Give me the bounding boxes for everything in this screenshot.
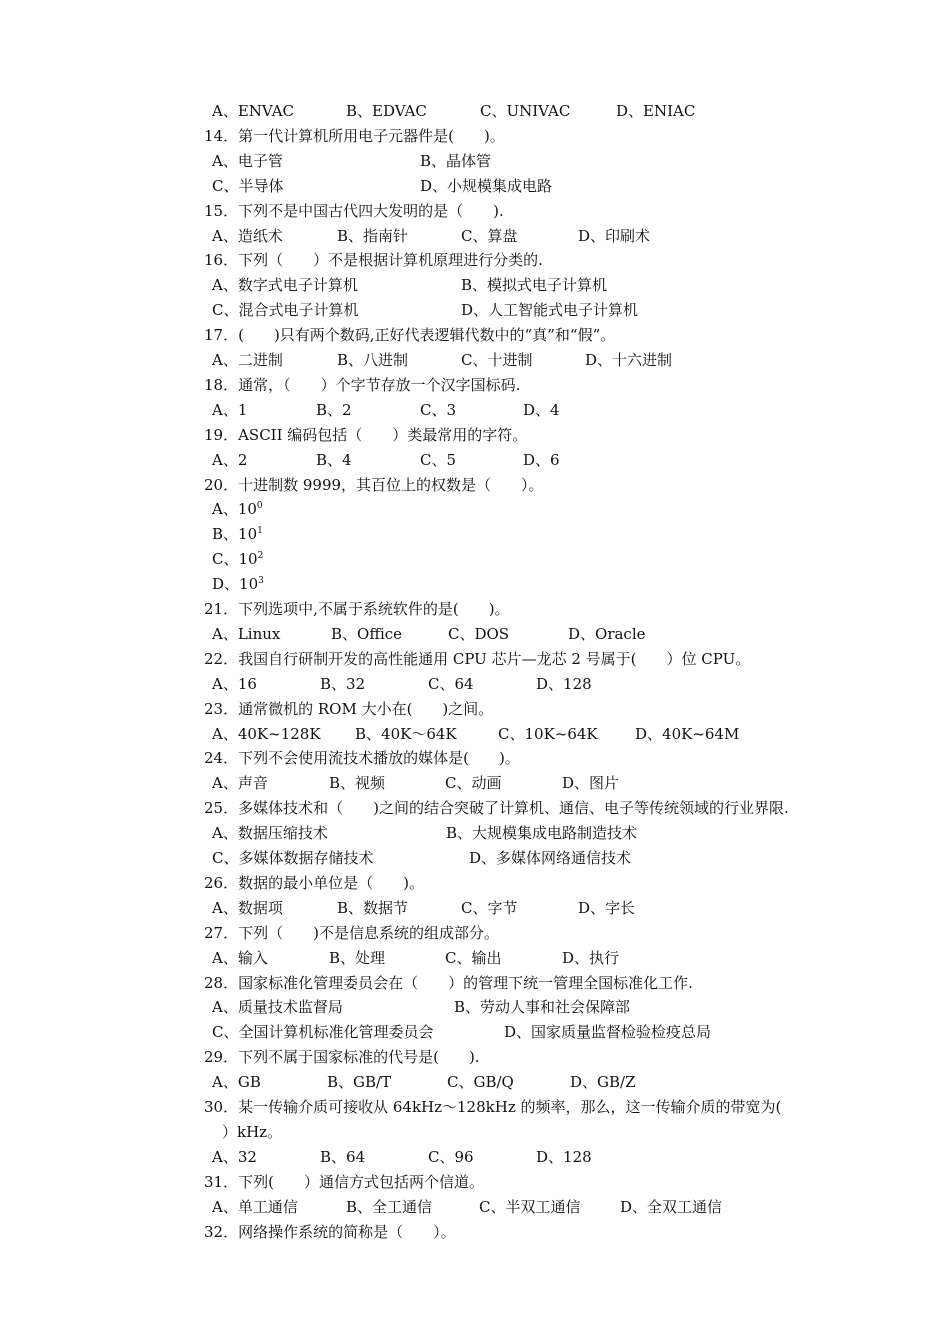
question-text: 23．通常微机的 ROM 大小在( )之间。: [204, 699, 494, 718]
question-line: [0, 323, 950, 348]
answer-option: B、晶体管: [420, 151, 492, 170]
option-exponent: 2: [257, 551, 264, 562]
answer-option: C、字节: [461, 898, 518, 917]
question-line: [0, 1170, 950, 1195]
question-line: [0, 373, 950, 398]
answer-option: C、96: [428, 1147, 474, 1166]
question-text: 27．下列（ )不是信息系统的组成部分。: [204, 923, 499, 942]
question-line: [0, 423, 950, 448]
answer-option: A、2: [212, 450, 248, 469]
question-text: 16．下列（ ）不是根据计算机原理进行分类的.: [204, 251, 543, 270]
answer-option: A、电子管: [212, 151, 283, 170]
answer-option: A、1: [212, 400, 248, 419]
answer-option: B、数据节: [337, 898, 409, 917]
answer-option: B、4: [316, 450, 352, 469]
options-line: [0, 1020, 950, 1045]
answer-option: B、模拟式电子计算机: [461, 276, 608, 295]
answer-option: A、ENVAC: [212, 102, 295, 120]
answer-option: B、大规模集成电路制造技术: [446, 824, 638, 843]
answer-option: B、全工通信: [346, 1197, 433, 1216]
answer-option: D、128: [536, 674, 592, 693]
answer-option: A、单工通信: [212, 1197, 298, 1216]
options-line: [0, 946, 950, 971]
options-line: [0, 722, 950, 747]
answer-option: D、全双工通信: [620, 1197, 723, 1216]
options-line: [0, 174, 950, 199]
answer-option: B、Office: [331, 624, 403, 643]
answer-option: B、八进制: [337, 351, 409, 369]
answer-option: B、视频: [329, 774, 386, 793]
option-exponent: 1: [257, 526, 263, 537]
answer-option: A、32: [212, 1147, 257, 1166]
options-line: [0, 273, 950, 298]
answer-option: C、UNIVAC: [480, 102, 571, 120]
options-line: [0, 1070, 950, 1095]
answer-option: C、十进制: [461, 351, 533, 369]
answer-option: D、Oracle: [568, 624, 646, 643]
question-text: 20．十进制数 9999，其百位上的权数是（ ）。: [204, 475, 544, 494]
options-line: [0, 821, 950, 846]
question-text: 31．下列( ）通信方式包括两个信道。: [204, 1172, 484, 1191]
answer-option: D、印刷术: [578, 226, 651, 245]
answer-option: D、40K~64M: [635, 724, 740, 743]
options-line: [0, 398, 950, 423]
question-line: [0, 871, 950, 896]
question-text: 28．国家标准化管理委员会在（ ）的管理下统一管理全国标准化工作.: [204, 973, 693, 992]
answer-option: A、16: [212, 674, 257, 693]
question-text: ）kHz。: [222, 1122, 283, 1141]
options-line: [0, 622, 950, 647]
answer-option: A、数据项: [212, 898, 283, 917]
answer-option: B、64: [320, 1147, 366, 1166]
options-line: [0, 99, 950, 124]
answer-option: C、混合式电子计算机: [212, 301, 359, 320]
answer-option: C、半导体: [212, 176, 284, 195]
answer-option: A、二进制: [212, 351, 283, 369]
options-line: [0, 224, 950, 249]
question-continuation: [0, 1120, 950, 1145]
question-text: 30．某一传输介质可接收从 64kHz～128kHz 的频率，那么，这一传输介质的带宽为(: [204, 1098, 782, 1116]
option-base: C、10: [212, 550, 258, 569]
question-text: 32．网络操作系统的简称是（ ）。: [204, 1222, 456, 1241]
question-text: 18．通常，（ ）个字节存放一个汉字国标码.: [204, 375, 521, 394]
answer-option: C、GB/Q: [447, 1073, 514, 1092]
answer-option: A、数字式电子计算机: [212, 276, 358, 295]
question-line: [0, 248, 950, 273]
option-exponent: 3: [258, 576, 264, 587]
options-line: [0, 572, 950, 597]
answer-option: C、全国计算机标准化管理委员会: [212, 1023, 434, 1042]
options-line: [0, 846, 950, 871]
question-line: [0, 124, 950, 149]
question-text: 25．多媒体技术和（ )之间的结合突破了计算机、通信、电子等传统领域的行业界限.: [204, 799, 789, 818]
answer-option: C、算盘: [461, 226, 518, 245]
question-line: [0, 647, 950, 672]
options-line: [0, 771, 950, 796]
answer-option: C、输出: [445, 948, 502, 967]
answer-option: C、64: [428, 674, 474, 693]
option-base: B、10: [212, 525, 258, 544]
question-line: [0, 199, 950, 224]
question-line: [0, 796, 950, 821]
answer-option: B、40K～64K: [355, 724, 457, 743]
answer-option: D、字长: [578, 898, 636, 917]
answer-option: B、2: [316, 400, 352, 419]
answer-option: D、ENIAC: [616, 102, 696, 120]
answer-option: D、多媒体网络通信技术: [469, 849, 632, 867]
answer-option: B、GB/T: [327, 1073, 392, 1092]
question-text: 15．下列不是中国古代四大发明的是（ ).: [204, 201, 504, 220]
options-line: [0, 995, 950, 1020]
answer-option: D、国家质量监督检验检疫总局: [504, 1023, 712, 1042]
answer-option: D、图片: [562, 774, 620, 793]
answer-option: D、6: [523, 450, 560, 469]
answer-option: D、小规模集成电路: [420, 176, 553, 195]
question-line: [0, 697, 950, 722]
options-line: [0, 672, 950, 697]
answer-option: A、输入: [212, 948, 268, 967]
answer-option: A、质量技术监督局: [212, 998, 343, 1017]
answer-option: B、指南针: [337, 226, 409, 245]
question-text: 17．( )只有两个数码,正好代表逻辑代数中的“真”和“假”。: [204, 326, 616, 345]
options-line: [0, 896, 950, 921]
question-line: [0, 1045, 950, 1070]
question-text: 21．下列选项中,不属于系统软件的是( )。: [204, 600, 510, 618]
question-line: [0, 473, 950, 498]
options-line: [0, 497, 950, 522]
options-line: [0, 448, 950, 473]
question-text: 29．下列不属于国家标准的代号是( ).: [204, 1048, 480, 1067]
options-line: [0, 298, 950, 323]
options-line: [0, 1145, 950, 1170]
question-line: [0, 921, 950, 946]
answer-option: D、十六进制: [585, 351, 673, 369]
answer-option: B、32: [320, 674, 366, 693]
answer-option: C、多媒体数据存储技术: [212, 849, 374, 867]
answer-option: [212, 522, 263, 547]
answer-option: B、EDVAC: [346, 102, 427, 120]
answer-option: C、DOS: [448, 624, 510, 643]
answer-option: D、128: [536, 1147, 592, 1166]
answer-option: A、Linux: [212, 624, 281, 643]
question-line: [0, 1095, 950, 1120]
answer-option: D、人工智能式电子计算机: [461, 301, 639, 320]
answer-option: C、动画: [445, 774, 502, 793]
question-line: [0, 746, 950, 771]
question-text: 24．下列不会使用流技术播放的媒体是( )。: [204, 749, 520, 768]
question-text: 22．我国自行研制开发的高性能通用 CPU 芯片—龙芯 2 号属于( ）位 CPU。: [204, 649, 751, 668]
option-exponent: 0: [256, 501, 263, 512]
answer-option: C、3: [420, 400, 457, 419]
answer-option: D、4: [523, 400, 560, 419]
option-base: A、10: [212, 500, 257, 519]
answer-option: B、劳动人事和社会保障部: [454, 998, 631, 1017]
answer-option: [212, 547, 263, 572]
options-line: [0, 348, 950, 373]
answer-option: D、执行: [562, 948, 620, 967]
question-text: 26．数据的最小单位是（ )。: [204, 873, 424, 892]
options-line: [0, 1195, 950, 1220]
question-line: [0, 1220, 950, 1245]
answer-option: B、处理: [329, 948, 386, 967]
answer-option: A、声音: [212, 774, 268, 793]
answer-option: D、GB/Z: [570, 1073, 636, 1092]
question-text: 14．第一代计算机所用电子元器件是( )。: [204, 126, 505, 145]
options-line: [0, 547, 950, 572]
answer-option: [212, 572, 264, 597]
answer-option: C、半双工通信: [479, 1197, 581, 1216]
question-line: [0, 597, 950, 622]
question-line: [0, 971, 950, 996]
answer-option: C、10K~64K: [498, 724, 598, 743]
answer-option: C、5: [420, 450, 457, 469]
option-base: D、10: [212, 575, 259, 594]
answer-option: [212, 497, 263, 522]
answer-option: A、造纸术: [212, 226, 283, 245]
options-line: [0, 522, 950, 547]
options-line: [0, 149, 950, 174]
answer-option: A、GB: [212, 1073, 261, 1092]
answer-option: A、数据压缩技术: [212, 824, 328, 843]
question-text: 19．ASCII 编码包括（ ）类最常用的字符。: [204, 425, 528, 444]
answer-option: A、40K~128K: [212, 724, 321, 743]
